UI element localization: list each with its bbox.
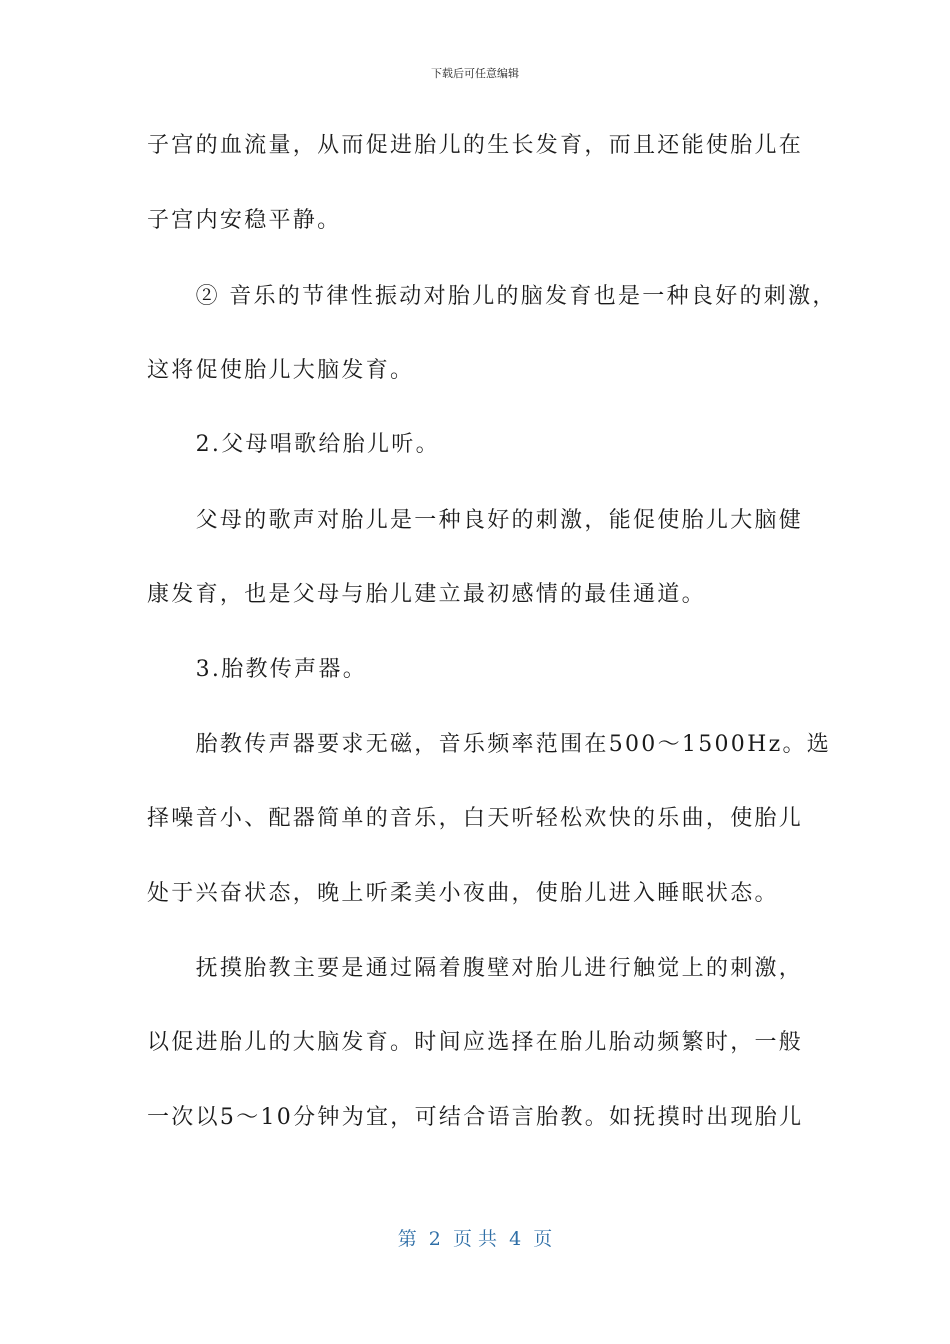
text-line: ② 音乐的节律性振动对胎儿的脑发育也是一种良好的刺激，	[147, 284, 837, 309]
text-line: 处于兴奋状态，晚上听柔美小夜曲，使胎儿进入睡眠状态。	[147, 881, 779, 906]
text-line: 抚摸胎教主要是通过隔着腹壁对胎儿进行触觉上的刺激，	[147, 956, 804, 981]
page-number-footer: 第 2 页 共 4 页	[397, 1228, 553, 1250]
text-line: 父母的歌声对胎儿是一种良好的刺激，能促使胎儿大脑健	[147, 508, 804, 533]
text-line: 胎教传声器要求无磁，音乐频率范围在500～1500Hz。选	[147, 732, 832, 757]
text-line: 康发育，也是父母与胎儿建立最初感情的最佳通道。	[147, 582, 706, 607]
text-line: 2.父母唱歌给胎儿听。	[147, 432, 440, 457]
header-note: 下载后可任意编辑	[431, 67, 519, 80]
text-line: 3.胎教传声器。	[147, 657, 367, 682]
text-line: 这将促使胎儿大脑发育。	[147, 358, 415, 383]
text-line: 择噪音小、配器简单的音乐，白天听轻松欢快的乐曲，使胎儿	[147, 806, 804, 831]
text-line: 以促进胎儿的大脑发育。时间应选择在胎儿胎动频繁时，一般	[147, 1030, 804, 1055]
text-line: 子宫的血流量，从而促进胎儿的生长发育，而且还能使胎儿在	[147, 133, 804, 158]
text-line: 一次以5～10分钟为宜，可结合语言胎教。如抚摸时出现胎儿	[147, 1105, 804, 1130]
text-line: 子宫内安稳平静。	[147, 208, 342, 233]
